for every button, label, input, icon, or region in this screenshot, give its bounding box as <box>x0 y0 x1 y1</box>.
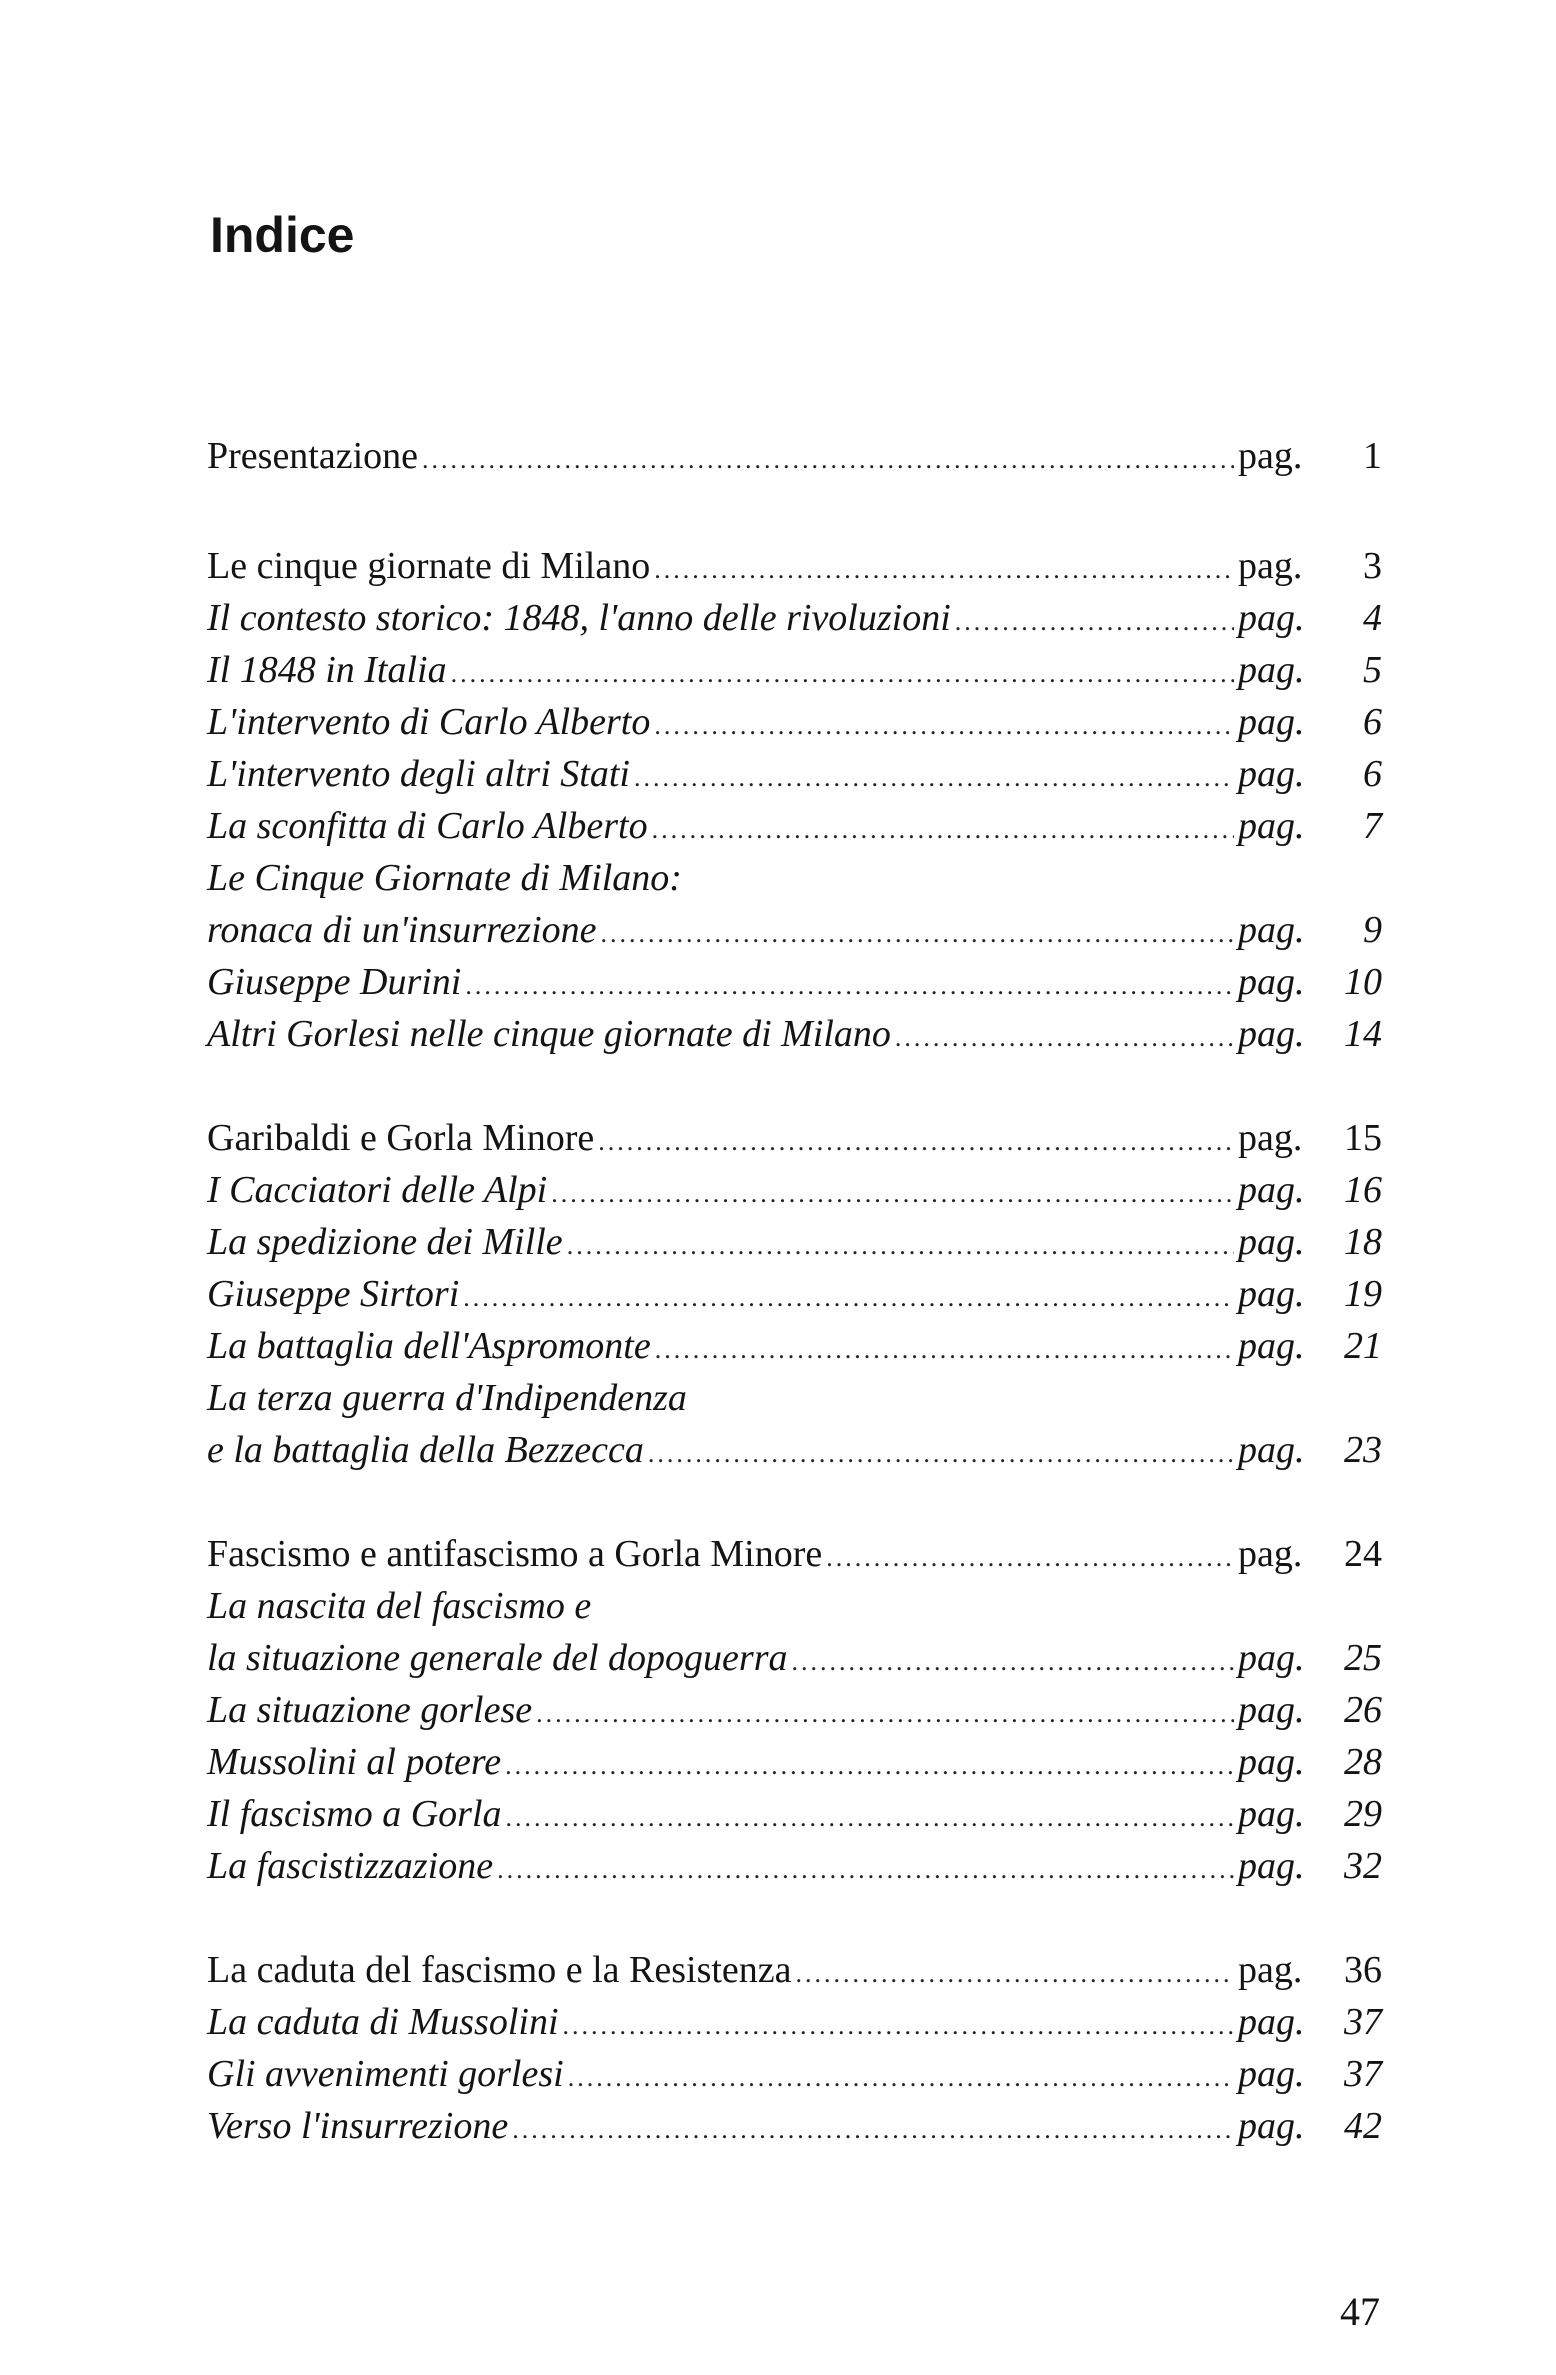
toc-entry-title: Presentazione <box>207 435 419 477</box>
toc-entry-pag-label: pag. <box>1238 597 1305 639</box>
toc-entry-page-number: 14 <box>1344 1013 1382 1055</box>
dot-leader <box>955 596 1234 648</box>
toc-entry <box>207 2048 1382 2100</box>
toc-entry <box>207 1528 1382 1580</box>
toc-entry-page-number: 29 <box>1344 1793 1382 1835</box>
toc-entry <box>207 852 1382 904</box>
dot-leader <box>796 1948 1234 2000</box>
dot-leader <box>465 960 1234 1012</box>
toc-entry-pag-label: pag. <box>1238 1637 1305 1679</box>
toc-entry-pag-label: pag. <box>1238 1117 1303 1159</box>
toc-entry-title: Il contesto storico: 1848, l'anno delle rivoluzioni <box>207 597 951 639</box>
toc-entry-title: La nascita del fascismo e <box>207 1585 592 1627</box>
dot-leader <box>634 752 1234 804</box>
page-number: 47 <box>1340 2289 1380 2334</box>
dot-leader <box>451 648 1234 700</box>
toc-entry <box>207 696 1382 748</box>
toc-entry <box>207 644 1382 696</box>
toc-entry-pag-label: pag. <box>1238 2105 1305 2147</box>
toc-entry-title: La caduta del fascismo e la Resistenza <box>207 1949 792 1991</box>
toc-entry-page-number: 4 <box>1363 597 1382 639</box>
dot-leader <box>506 1792 1235 1844</box>
toc-entry-page-number: 19 <box>1344 1273 1382 1315</box>
dot-leader <box>598 1116 1234 1168</box>
toc-entry-title: e la battaglia della Bezzecca <box>207 1429 644 1471</box>
toc-entry-title: I Cacciatori delle Alpi <box>207 1169 548 1211</box>
toc-entry-title: L'intervento di Carlo Alberto <box>207 701 651 743</box>
toc-entry-page-number: 21 <box>1344 1325 1382 1367</box>
toc-entry <box>207 748 1382 800</box>
toc-entry <box>207 1216 1382 1268</box>
toc-entry <box>207 1112 1382 1164</box>
dot-leader <box>895 1012 1234 1064</box>
dot-leader <box>791 1636 1234 1688</box>
toc-entry-pag-label: pag. <box>1238 1013 1305 1055</box>
toc-entry-page-number: 36 <box>1344 1949 1382 1991</box>
page-title: Indice <box>210 207 355 263</box>
toc-entry <box>207 1320 1382 1372</box>
dot-leader <box>655 1324 1234 1376</box>
toc-entry-pag-label: pag. <box>1238 1429 1305 1471</box>
toc-entry-title: Le Cinque Giornate di Milano: <box>207 857 682 899</box>
toc-entry-pag-label: pag. <box>1238 1793 1305 1835</box>
toc-entry-pag-label: pag. <box>1238 1221 1305 1263</box>
toc-entry-title: Giuseppe Sirtori <box>207 1273 460 1315</box>
toc-entry-title: Gli avvenimenti gorlesi <box>207 2053 564 2095</box>
toc-entry-page-number: 18 <box>1344 1221 1382 1263</box>
toc-entry <box>207 1788 1382 1840</box>
toc-entry-pag-label: pag. <box>1238 909 1305 951</box>
dot-leader <box>563 2000 1234 2052</box>
toc-entry-page-number: 42 <box>1344 2105 1382 2147</box>
toc-entry-pag-label: pag. <box>1238 435 1303 477</box>
toc-entry-title: Il 1848 in Italia <box>207 649 447 691</box>
toc-entry-pag-label: pag. <box>1238 1741 1305 1783</box>
dot-leader <box>654 544 1234 596</box>
toc-entry-pag-label: pag. <box>1238 1949 1303 1991</box>
toc-entry <box>207 1268 1382 1320</box>
toc-entry <box>207 1944 1382 1996</box>
toc-entry-pag-label: pag. <box>1238 545 1303 587</box>
toc-entry-title: La caduta di Mussolini <box>207 2001 559 2043</box>
toc-entry-pag-label: pag. <box>1238 1273 1305 1315</box>
dot-leader <box>601 908 1234 960</box>
toc-entry-page-number: 26 <box>1344 1689 1382 1731</box>
toc-entry-page-number: 3 <box>1363 545 1382 587</box>
dot-leader <box>654 700 1234 752</box>
dot-leader <box>536 1688 1234 1740</box>
toc-entry-title: La situazione gorlese <box>207 1689 533 1731</box>
toc-entry <box>207 540 1382 592</box>
toc-entry-pag-label: pag. <box>1238 1169 1305 1211</box>
toc-entry <box>207 1840 1382 1892</box>
toc-entry <box>207 1736 1382 1788</box>
toc-entry <box>207 1424 1382 1476</box>
toc-entry-page-number: 23 <box>1344 1429 1382 1471</box>
toc-entry-title: La terza guerra d'Indipendenza <box>207 1377 687 1419</box>
toc-entry-title: Verso l'insurrezione <box>207 2105 509 2147</box>
toc-entry-page-number: 37 <box>1344 2001 1382 2043</box>
dot-leader <box>505 1740 1234 1792</box>
toc-entry-pag-label: pag. <box>1238 2053 1305 2095</box>
toc-entry <box>207 1580 1382 1632</box>
dot-leader <box>826 1532 1234 1584</box>
toc-entry <box>207 904 1382 956</box>
dot-leader <box>551 1168 1234 1220</box>
toc-entry <box>207 1996 1382 2048</box>
toc-entry-title: Il fascismo a Gorla <box>207 1793 502 1835</box>
toc-entry-page-number: 6 <box>1363 753 1382 795</box>
toc-entry-page-number: 6 <box>1363 701 1382 743</box>
toc-entry-page-number: 16 <box>1344 1169 1382 1211</box>
toc-entry <box>207 1684 1382 1736</box>
toc-entry-title: Altri Gorlesi nelle cinque giornate di Milano <box>207 1013 891 1055</box>
toc-entry-title: La sconfitta di Carlo Alberto <box>207 805 648 847</box>
toc-entry-title: L'intervento degli altri Stati <box>207 753 630 795</box>
toc-entry-pag-label: pag. <box>1238 1533 1303 1575</box>
toc-entry-page-number: 5 <box>1363 649 1382 691</box>
toc-entry-title: La battaglia dell'Aspromonte <box>207 1325 651 1367</box>
toc-entry <box>207 592 1382 644</box>
toc-entry <box>207 430 1382 482</box>
toc-entry-page-number: 37 <box>1344 2053 1382 2095</box>
toc-entry-page-number: 25 <box>1344 1637 1382 1679</box>
toc-entry-pag-label: pag. <box>1238 1689 1305 1731</box>
toc-entry-title: la situazione generale del dopoguerra <box>207 1637 788 1679</box>
toc-entry <box>207 2100 1382 2152</box>
toc-entry <box>207 1632 1382 1684</box>
toc-entry-page-number: 32 <box>1344 1845 1382 1887</box>
dot-leader <box>568 2052 1234 2104</box>
toc-entry-page-number: 1 <box>1363 435 1382 477</box>
dot-leader <box>422 434 1234 486</box>
toc-entry <box>207 800 1382 852</box>
dot-leader <box>567 1220 1234 1272</box>
dot-leader <box>512 2104 1234 2156</box>
toc-entry-pag-label: pag. <box>1238 805 1305 847</box>
toc-entry-pag-label: pag. <box>1238 961 1305 1003</box>
toc-entry-page-number: 15 <box>1344 1117 1382 1159</box>
toc-entry-pag-label: pag. <box>1238 2001 1305 2043</box>
toc-entry <box>207 1164 1382 1216</box>
toc-entry-title: La fascistizzazione <box>207 1845 494 1887</box>
toc-entry-page-number: 9 <box>1363 909 1382 951</box>
toc-entry-title: ronaca di un'insurrezione <box>207 909 597 951</box>
toc-entry-title: Giuseppe Durini <box>207 961 462 1003</box>
toc-entry-page-number: 10 <box>1344 961 1382 1003</box>
toc-entry <box>207 1008 1382 1060</box>
toc-entry-title: Fascismo e antifascismo a Gorla Minore <box>207 1533 823 1575</box>
toc-entry-pag-label: pag. <box>1238 701 1305 743</box>
toc-entry-page-number: 24 <box>1344 1533 1382 1575</box>
toc-entry-pag-label: pag. <box>1238 649 1305 691</box>
dot-leader <box>463 1272 1234 1324</box>
toc-entry-title: Garibaldi e Gorla Minore <box>207 1117 595 1159</box>
toc-entry-pag-label: pag. <box>1238 753 1305 795</box>
dot-leader <box>652 804 1234 856</box>
toc-entry <box>207 1372 1382 1424</box>
toc-entry-page-number: 7 <box>1363 805 1382 847</box>
toc-entry-pag-label: pag. <box>1238 1845 1305 1887</box>
dot-leader <box>648 1428 1234 1480</box>
toc-entry-title: Le cinque giornate di Milano <box>207 545 651 587</box>
toc-entry-title: La spedizione dei Mille <box>207 1221 563 1263</box>
toc-entry-page-number: 28 <box>1344 1741 1382 1783</box>
toc-entry-title: Mussolini al potere <box>207 1741 502 1783</box>
dot-leader <box>497 1844 1234 1896</box>
toc-entry-pag-label: pag. <box>1238 1325 1305 1367</box>
toc-entry <box>207 956 1382 1008</box>
